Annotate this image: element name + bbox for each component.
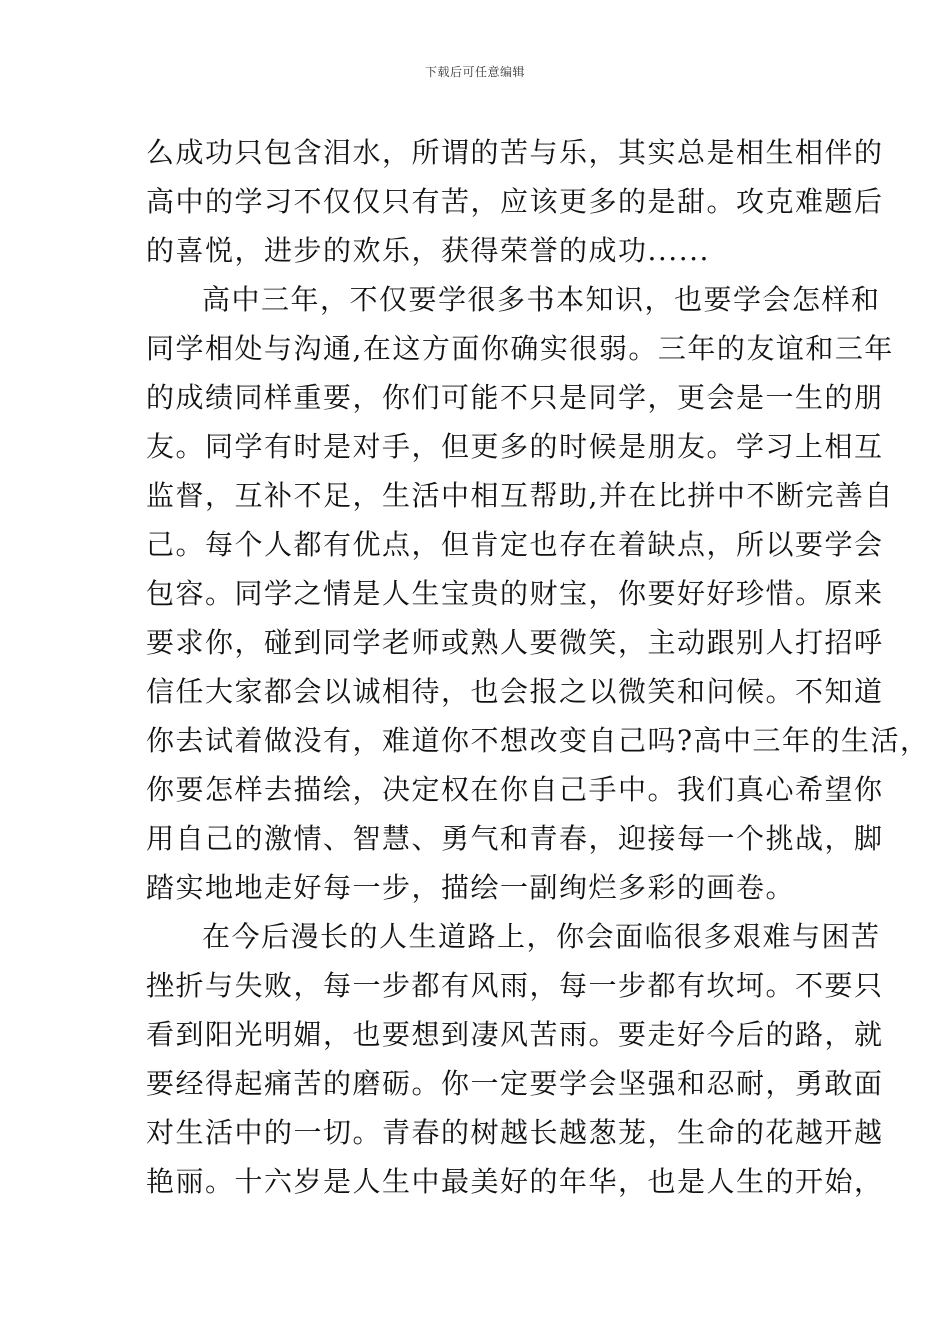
text-line: 你要怎样去描绘，决定权在你自己手中。我们真心希望你 (146, 773, 884, 806)
text-line: 高中的学习不仅仅只有苦，应该更多的是甜。攻克难题后 (146, 185, 884, 218)
text-line: 友。同学有时是对手，但更多的时候是朋友。学习上相互 (146, 430, 884, 463)
text-line: 监督，互补不足，生活中相互帮助,并在比拼中不断完善自 (146, 479, 894, 512)
text-line: 包容。同学之情是人生宝贵的财宝，你要好好珍惜。原来 (146, 577, 884, 610)
page-header: 下载后可任意编辑 (424, 65, 525, 79)
text-line: 信任大家都会以诚相待，也会报之以微笑和问候。不知道 (146, 675, 884, 708)
paragraph-2 (146, 275, 930, 912)
text-line: 踏实地地走好每一步，描绘一副绚烂多彩的画卷。 (146, 871, 796, 904)
text-line: 艳丽。十六岁是人生中最美好的年华，也是人生的开始， (146, 1165, 884, 1198)
text-line: 你去试着做没有，难道你不想改变自己吗?高中三年的生活， (146, 724, 930, 757)
paragraph-1 (146, 128, 884, 275)
text-line: 看到阳光明媚，也要想到凄风苦雨。要走好今后的路，就 (146, 1018, 884, 1051)
paragraph-3 (146, 912, 884, 1206)
text-line: 用自己的激情、智慧、勇气和青春，迎接每一个挑战，脚 (146, 822, 884, 855)
text-line: 挫折与失败，每一步都有风雨，每一步都有坎坷。不要只 (146, 969, 884, 1002)
body-text (146, 128, 930, 1206)
text-line: 同学相处与沟通,在这方面你确实很弱。三年的友谊和三年 (146, 332, 894, 365)
text-line: 在今后漫长的人生道路上，你会面临很多艰难与困苦 (202, 920, 881, 953)
text-line: 要经得起痛苦的磨砺。你一定要学会坚强和忍耐，勇敢面 (146, 1067, 884, 1100)
text-line: 己。每个人都有优点，但肯定也存在着缺点，所以要学会 (146, 528, 884, 561)
text-line: 高中三年，不仅要学很多书本知识，也要学会怎样和 (202, 283, 881, 316)
text-line: 对生活中的一切。青春的树越长越葱茏，生命的花越开越 (146, 1116, 884, 1149)
text-line: 要求你，碰到同学老师或熟人要微笑，主动跟别人打招呼 (146, 626, 884, 659)
text-line: 的喜悦，进步的欢乐，获得荣誉的成功...... (146, 234, 710, 267)
text-line: 么成功只包含泪水，所谓的苦与乐，其实总是相生相伴的 (146, 136, 884, 169)
text-line: 的成绩同样重要，你们可能不只是同学，更会是一生的朋 (146, 381, 884, 414)
